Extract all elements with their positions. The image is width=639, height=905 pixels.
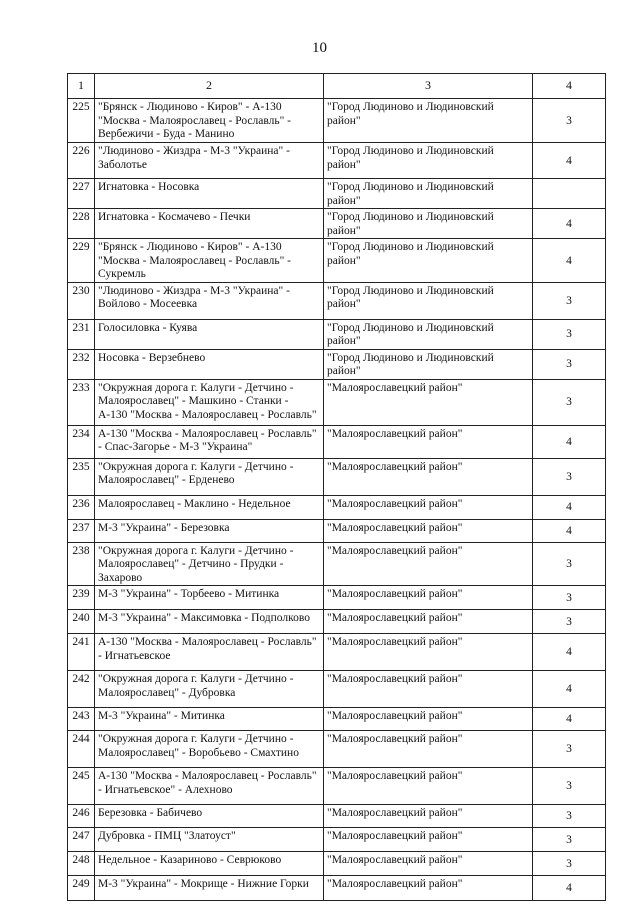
row-category: 3 — [533, 282, 606, 319]
row-number: 248 — [68, 852, 95, 876]
row-route: "Окружная дорога г. Калуги - Детчино - Малоярославец" - Машкино - Станки - А-130 "Москва - Малоярославец - Рославль" — [95, 379, 324, 425]
row-route: А-130 "Москва - Малоярославец - Рославль" - Игнатьевское — [95, 634, 324, 671]
table-row — [68, 828, 606, 852]
table-row — [68, 319, 606, 349]
row-route: Голосиловка - Куява — [95, 319, 324, 349]
row-category: 4 — [533, 209, 606, 239]
header-row — [68, 74, 606, 99]
row-district: "Малоярославецкий район" — [324, 458, 533, 495]
row-number: 230 — [68, 282, 95, 319]
row-district: "Малоярославецкий район" — [324, 519, 533, 542]
row-district: "Малоярославецкий район" — [324, 379, 533, 425]
row-number: 241 — [68, 634, 95, 671]
row-category: 3 — [533, 731, 606, 768]
table-row — [68, 458, 606, 495]
row-district: "Город Людиново и Людиновский район" — [324, 349, 533, 379]
row-district: "Малоярославецкий район" — [324, 708, 533, 731]
row-route: М-3 "Украина" - Максимовка - Подполково — [95, 610, 324, 634]
row-district: "Малоярославецкий район" — [324, 671, 533, 708]
row-district: "Малоярославецкий район" — [324, 731, 533, 768]
row-number: 233 — [68, 379, 95, 425]
row-district: "Город Людиново и Людиновский район" — [324, 239, 533, 283]
row-district: "Город Людиново и Людиновский район" — [324, 143, 533, 179]
table-row — [68, 634, 606, 671]
row-route: Игнатовка - Носовка — [95, 179, 324, 209]
row-route: М-3 "Украина" - Мокрище - Нижние Горки — [95, 876, 324, 901]
row-category: 3 — [533, 586, 606, 610]
row-number: 236 — [68, 495, 95, 519]
row-number: 245 — [68, 768, 95, 805]
row-number: 235 — [68, 458, 95, 495]
row-route: А-130 "Москва - Малоярославец - Рославль" - Игнатьевское" - Алехново — [95, 768, 324, 805]
row-district: "Малоярославецкий район" — [324, 586, 533, 610]
row-route: Носовка - Верзебнево — [95, 349, 324, 379]
table-row — [68, 99, 606, 143]
table-row — [68, 239, 606, 283]
row-district: "Малоярославецкий район" — [324, 634, 533, 671]
table-row — [68, 379, 606, 425]
row-category: 4 — [533, 239, 606, 283]
row-number: 238 — [68, 542, 95, 586]
table-row — [68, 876, 606, 901]
row-category: 3 — [533, 319, 606, 349]
row-number: 242 — [68, 671, 95, 708]
row-district: "Малоярославецкий район" — [324, 542, 533, 586]
row-number: 232 — [68, 349, 95, 379]
row-category: 3 — [533, 805, 606, 828]
table-row — [68, 852, 606, 876]
row-category: 3 — [533, 768, 606, 805]
row-route: Березовка - Бабичево — [95, 805, 324, 828]
row-number: 243 — [68, 708, 95, 731]
row-district: "Малоярославецкий район" — [324, 852, 533, 876]
row-route: М-3 "Украина" - Митинка — [95, 708, 324, 731]
table-row — [68, 495, 606, 519]
row-route: Недельное - Казариново - Севрюково — [95, 852, 324, 876]
table-row — [68, 143, 606, 179]
row-category: 4 — [533, 143, 606, 179]
row-category: 4 — [533, 495, 606, 519]
row-route: "Брянск - Людиново - Киров" - А-130 "Москва - Малоярославец - Рославль" - Сукремль — [95, 239, 324, 283]
row-number: 246 — [68, 805, 95, 828]
row-number: 225 — [68, 99, 95, 143]
row-number: 240 — [68, 610, 95, 634]
header-cell-district: 3 — [324, 74, 533, 99]
row-category: 4 — [533, 671, 606, 708]
table-row — [68, 179, 606, 209]
row-district: "Малоярославецкий район" — [324, 495, 533, 519]
row-category: 3 — [533, 852, 606, 876]
row-number: 228 — [68, 209, 95, 239]
row-category — [533, 179, 606, 209]
row-category: 4 — [533, 876, 606, 901]
row-district: "Малоярославецкий район" — [324, 610, 533, 634]
table-row — [68, 586, 606, 610]
page-number: 10 — [312, 40, 327, 56]
table-row — [68, 209, 606, 239]
table-row — [68, 731, 606, 768]
row-number: 237 — [68, 519, 95, 542]
table-body — [68, 99, 606, 901]
row-route: "Людиново - Жиздра - М-3 "Украина" - Войлово - Мосеевка — [95, 282, 324, 319]
row-number: 231 — [68, 319, 95, 349]
row-category: 3 — [533, 99, 606, 143]
row-category: 4 — [533, 634, 606, 671]
row-category: 3 — [533, 610, 606, 634]
table-row — [68, 805, 606, 828]
row-route: Малоярославец - Маклино - Недельное — [95, 495, 324, 519]
row-route: "Окружная дорога г. Калуги - Детчино - Малоярославец" - Дубровка — [95, 671, 324, 708]
header-cell-category: 4 — [533, 74, 606, 99]
row-route: "Людиново - Жиздра - М-3 "Украина" - Заболотье — [95, 143, 324, 179]
row-category: 4 — [533, 425, 606, 458]
row-number: 229 — [68, 239, 95, 283]
row-route: Игнатовка - Космачево - Печки — [95, 209, 324, 239]
row-number: 249 — [68, 876, 95, 901]
row-number: 226 — [68, 143, 95, 179]
table-row — [68, 282, 606, 319]
row-number: 244 — [68, 731, 95, 768]
header-cell-number: 1 — [68, 74, 95, 99]
row-district: "Малоярославецкий район" — [324, 805, 533, 828]
table-row — [68, 610, 606, 634]
table-row — [68, 349, 606, 379]
table-row — [68, 425, 606, 458]
row-route: М-3 "Украина" - Торбеево - Митинка — [95, 586, 324, 610]
table-row — [68, 708, 606, 731]
row-district: "Малоярославецкий район" — [324, 876, 533, 901]
row-route: "Окружная дорога г. Калуги - Детчино - Малоярославец" - Воробьево - Смахтино — [95, 731, 324, 768]
row-district: "Малоярославецкий район" — [324, 828, 533, 852]
row-category: 4 — [533, 519, 606, 542]
row-district: "Город Людиново и Людиновский район" — [324, 319, 533, 349]
row-category: 4 — [533, 708, 606, 731]
row-district: "Город Людиново и Людиновский район" — [324, 209, 533, 239]
row-number: 227 — [68, 179, 95, 209]
table-row — [68, 542, 606, 586]
header-cell-route: 2 — [95, 74, 324, 99]
row-route: "Брянск - Людиново - Киров" - А-130 "Москва - Малоярославец - Рославль" - Вербежичи - Буда - Манино — [95, 99, 324, 143]
table-row — [68, 519, 606, 542]
row-route: "Окружная дорога г. Калуги - Детчино - Малоярославец" - Ерденево — [95, 458, 324, 495]
row-district: "Город Людиново и Людиновский район" — [324, 99, 533, 143]
row-category: 3 — [533, 379, 606, 425]
table-row — [68, 671, 606, 708]
row-category: 3 — [533, 349, 606, 379]
row-number: 247 — [68, 828, 95, 852]
row-category: 3 — [533, 542, 606, 586]
row-route: "Окружная дорога г. Калуги - Детчино - Малоярославец" - Детчино - Прудки - Захарово — [95, 542, 324, 586]
row-category: 3 — [533, 458, 606, 495]
row-route: М-3 "Украина" - Березовка — [95, 519, 324, 542]
row-route: Дубровка - ПМЦ "Златоуст" — [95, 828, 324, 852]
roads-table — [67, 73, 606, 901]
row-district: "Город Людиново и Людиновский район" — [324, 282, 533, 319]
table-row — [68, 768, 606, 805]
row-number: 239 — [68, 586, 95, 610]
row-district: "Малоярославецкий район" — [324, 768, 533, 805]
row-category: 3 — [533, 828, 606, 852]
row-route: А-130 "Москва - Малоярославец - Рославль" - Спас-Загорье - М-3 "Украина" — [95, 425, 324, 458]
row-district: "Город Людиново и Людиновский район" — [324, 179, 533, 209]
row-number: 234 — [68, 425, 95, 458]
row-district: "Малоярославецкий район" — [324, 425, 533, 458]
